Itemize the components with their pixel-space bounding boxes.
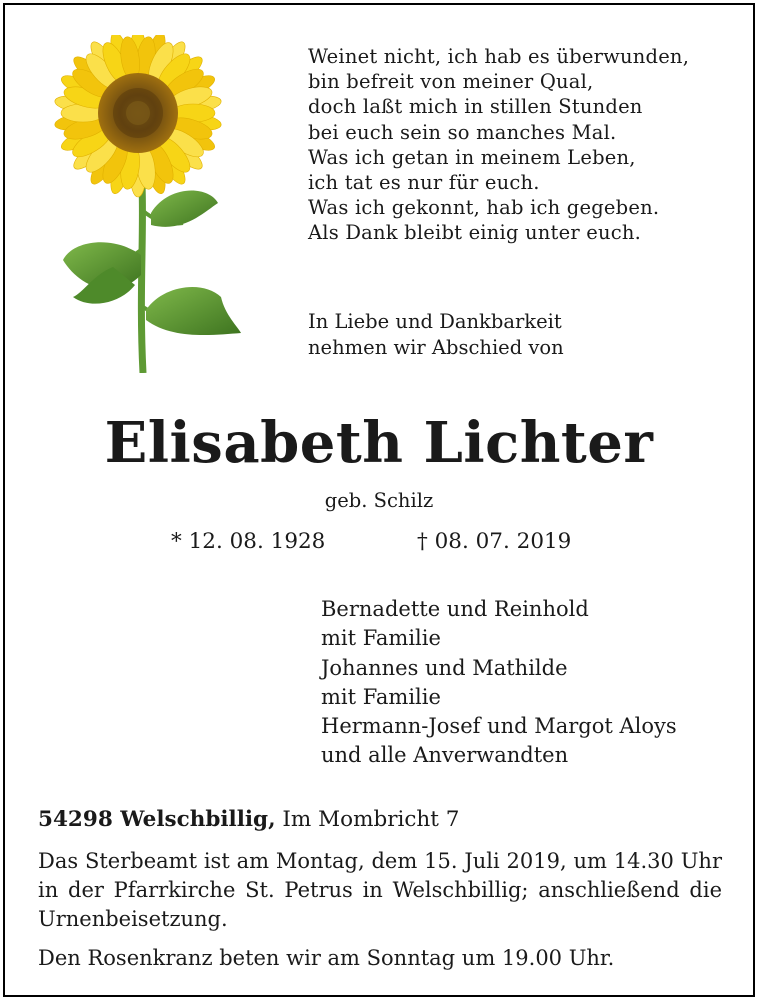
- address: [38, 807, 459, 832]
- sunflower-icon: [43, 35, 248, 373]
- address-street: Im Mombricht 7: [275, 807, 460, 832]
- poem-line: bin befreit von meiner Qual,: [308, 70, 594, 94]
- mourner-line: Bernadette und Reinhold: [321, 597, 589, 621]
- maiden-name: geb. Schilz: [324, 489, 434, 512]
- mourner-line: mit Familie: [321, 626, 441, 651]
- mourners-list: [321, 595, 677, 771]
- service-info: Das Sterbeamt ist am Montag, dem 15. Juli 2019, um 14.30 Uhr in der Pfarrkirche St. Petrus in Welschbillig; anschließend die Urnenbeisetzung.: [38, 849, 722, 931]
- obituary-notice: [3, 3, 755, 997]
- address-city: 54298 Welschbillig,: [38, 807, 276, 832]
- mourner-line: Johannes und Mathilde: [321, 655, 568, 680]
- poem-line: doch laßt mich in stillen Stunden: [308, 95, 643, 119]
- poem-line: ich tat es nur für euch.: [308, 171, 540, 195]
- poem: [308, 44, 689, 246]
- farewell-text: [308, 309, 564, 361]
- farewell-line: In Liebe und Dankbarkeit: [308, 310, 562, 333]
- birth-date: * 12. 08. 1928: [171, 529, 326, 554]
- poem-line: Als Dank bleibt einig unter euch.: [308, 221, 642, 245]
- poem-line: bei euch sein so manches Mal.: [308, 120, 617, 144]
- death-date: † 08. 07. 2019: [417, 529, 572, 554]
- mourner-line: Hermann-Josef und Margot Aloys: [321, 714, 677, 739]
- poem-line: Was ich getan in meinem Leben,: [308, 145, 636, 169]
- deceased-name: Elisabeth Lichter: [104, 410, 654, 476]
- farewell-line: nehmen wir Abschied von: [308, 336, 564, 359]
- mourner-line: und alle Anverwandten: [321, 743, 569, 768]
- poem-line: Weinet nicht, ich hab es überwunden,: [308, 45, 690, 68]
- poem-line: Was ich gekonnt, hab ich gegeben.: [308, 196, 660, 220]
- mourner-line: mit Familie: [321, 684, 441, 709]
- rosary-info: Den Rosenkranz beten wir am Sonntag um 19.00 Uhr.: [38, 946, 615, 970]
